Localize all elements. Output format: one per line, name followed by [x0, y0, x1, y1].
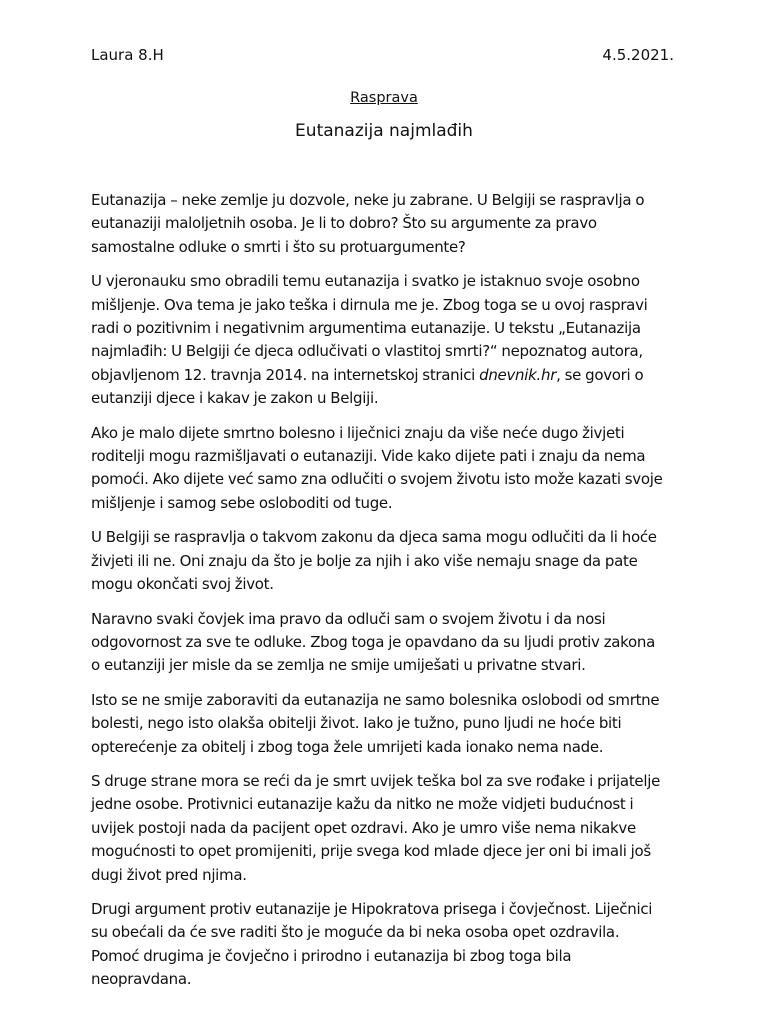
source-site-name: dnevnik.hr [479, 365, 557, 384]
text-line [91, 364, 679, 387]
text-line: pomoći. Ako dijete već samo zna odlučiti o svojem životu isto može kazati svoje [91, 470, 663, 489]
text-line: mogu okončati svoj život. [91, 575, 274, 594]
paragraph-argument [91, 689, 679, 759]
text-line: eutanaziji maloljetnih osoba. Je li to dobro? Što su argumente za pravo [91, 214, 597, 233]
text-line: odgovornost za sve te odluke. Zbog toga je opavdano da su ljudi protiv zakona [91, 632, 655, 651]
text-line: samostalne odluke o smrti i što su protuargumente? [91, 237, 466, 256]
text-fragment: objavljenom 12. travnja 2014. na internetskoj stranici [91, 365, 480, 384]
paragraph-argument [91, 608, 679, 678]
paragraph-introduction [91, 189, 679, 259]
text-line: Isto se ne smije zaboraviti da eutanazija ne samo bolesnika oslobodi od smrtne [91, 690, 660, 709]
text-line: U Belgiji se raspravlja o takvom zakonu da djeca sama mogu odlučiti da li hoće [91, 528, 657, 547]
document-type: Rasprava [350, 90, 418, 106]
text-line: najmlađih: U Belgiji će djeca odlučivati o vlastitoj smrti?“ nepoznatog autora, [91, 342, 643, 361]
text-line: opterećenje za obitelj i zbog toga žele umrijeti kada ionako nema nade. [91, 737, 604, 756]
text-line: dugi život pred njima. [91, 865, 247, 884]
text-line: radi o pozitivnim i negativnim argumentima eutanazije. U tekstu „Eutanazija [91, 319, 641, 338]
text-line: U vjeronauku smo obradili temu eutanazija i svatko je istaknuo svoje osobno [91, 272, 640, 291]
author-name: Laura 8.H [91, 46, 164, 64]
text-line: jedne osobe. Protivnici eutanazije kažu da nitko ne može vidjeti budućnost i [91, 795, 634, 814]
paragraph-source [91, 270, 679, 410]
text-line: o eutanziji jer misle da se zemlja ne smije umiješati u privatne stvari. [91, 656, 586, 675]
text-fragment: , se govori o [556, 365, 644, 384]
text-line: Drugi argument protiv eutanazije je Hipokratova prisega i čovječnost. Liječnici [91, 899, 653, 918]
text-line: bolesti, nego isto olakša obitelji život. Iako je tužno, puno ljudi ne hoće biti [91, 714, 622, 733]
text-line: eutanziji djece i kakav je zakon u Belgiji. [91, 389, 379, 408]
text-line: Ako je malo dijete smrtno bolesno i liječnici znaju da više neće dugo živjeti [91, 423, 625, 442]
document-title: Eutanazija najmlađih [295, 121, 473, 141]
paragraph-argument [91, 526, 679, 596]
paragraph-counterargument [91, 770, 679, 887]
text-line: mišljenje i samog sebe osloboditi od tuge. [91, 493, 393, 512]
text-line: mišljenje. Ova tema je jako teška i dirnula me je. Zbog toga se u ovoj raspravi [91, 295, 648, 314]
text-line: uvijek postoji nada da pacijent opet ozdravi. Ako je umro više nema nikakve [91, 818, 636, 837]
text-line: Naravno svaki čovjek ima pravo da odluči sam o svojem životu i da nosi [91, 609, 606, 628]
text-line: Eutanazija – neke zemlje ju dozvole, neke ju zabrane. U Belgiji se raspravlja o [91, 191, 645, 209]
text-line: Pomoć drugima je čovječno i prirodno i eutanazija bi zbog toga bila [91, 946, 572, 965]
text-line: neopravdana. [91, 970, 192, 989]
text-line: živjeti ili ne. Oni znaju da što je bolje za njih i ako više nemaju snage da pate [91, 551, 638, 570]
document-body [91, 189, 679, 1003]
document-date: 4.5.2021. [602, 46, 674, 64]
text-line: roditelji mogu razmišljavati o eutanaziji. Vide kako dijete pati i znaju da nema [91, 447, 646, 466]
text-line: mogućnosti to opet promijeniti, prije svega kod mlade djece jer oni bi imali još [91, 842, 651, 861]
paragraph-counterargument [91, 898, 679, 992]
paragraph-argument [91, 422, 679, 516]
text-line: S druge strane mora se reći da je smrt uvijek teška bol za sve rođake i prijatelje [91, 771, 660, 790]
text-line: su obećali da će sve raditi što je moguće da bi neka osoba opet ozdravila. [91, 923, 620, 942]
